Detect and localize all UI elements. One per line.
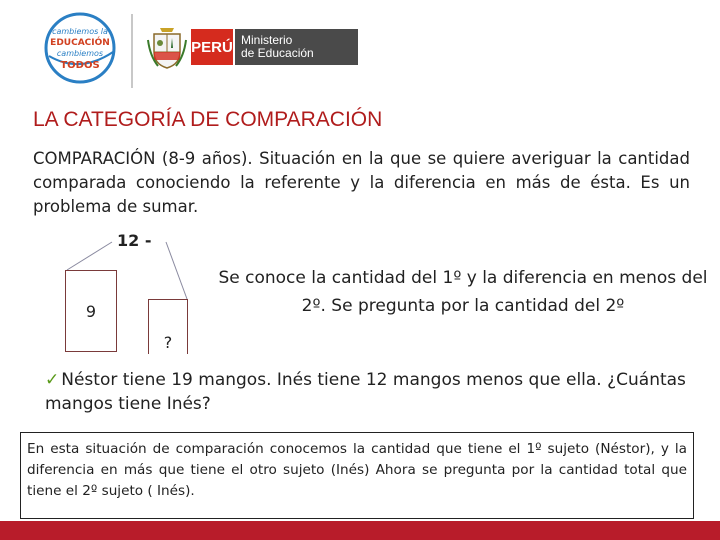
page-title: LA CATEGORÍA DE COMPARACIÓN [33, 108, 383, 131]
peru-badge [191, 29, 233, 65]
ministry-line-2: de Educación [241, 46, 314, 60]
logo-line-4: TODOS [60, 60, 100, 71]
header-divider [131, 14, 133, 88]
example-problem [45, 368, 693, 416]
reference-value: 9 [85, 301, 97, 321]
explanation-box: En esta situación de comparación conocemos la cantidad que tiene el 1º sujeto (Néstor), y la diferencia en más que tiene el otro sujeto (Inés) Ahora se pregunta por la cantidad total que tiene el 2º sujeto ( Inés). [20, 432, 694, 519]
bracket-label: 12 - [117, 231, 152, 250]
logo-line-3: cambiemos [56, 49, 104, 58]
unknown-value: ? [163, 333, 173, 352]
campaign-logo [35, 12, 125, 84]
reference-bar [65, 270, 117, 352]
unknown-bar [148, 299, 188, 354]
peru-label: PERÚ [191, 38, 233, 56]
footer-bar [0, 521, 720, 540]
example-text: Néstor tiene 19 mangos. Inés tiene 12 mangos menos que ella. ¿Cuántas mangos tiene Inés? [45, 370, 686, 414]
logo-line-2: EDUCACIÓN [50, 38, 110, 48]
intro-paragraph: COMPARACIÓN (8-9 años). Situación en la que se quiere averiguar la cantidad comparada conociendo la referente y la diferencia en más de ésta. Es un problema de sumar. [33, 149, 690, 216]
ministry-line-1: Ministerio [241, 33, 293, 47]
logo-line-1: cambiemos la [52, 27, 108, 36]
ministry-badge [235, 29, 358, 65]
checkmark-icon: ✓ [45, 370, 60, 390]
diagram-note: Se conoce la cantidad del 1º y la diferencia en menos del 2º. Se pregunta por la cantidad del 2º [218, 268, 708, 316]
coat-of-arms-icon [146, 26, 188, 70]
